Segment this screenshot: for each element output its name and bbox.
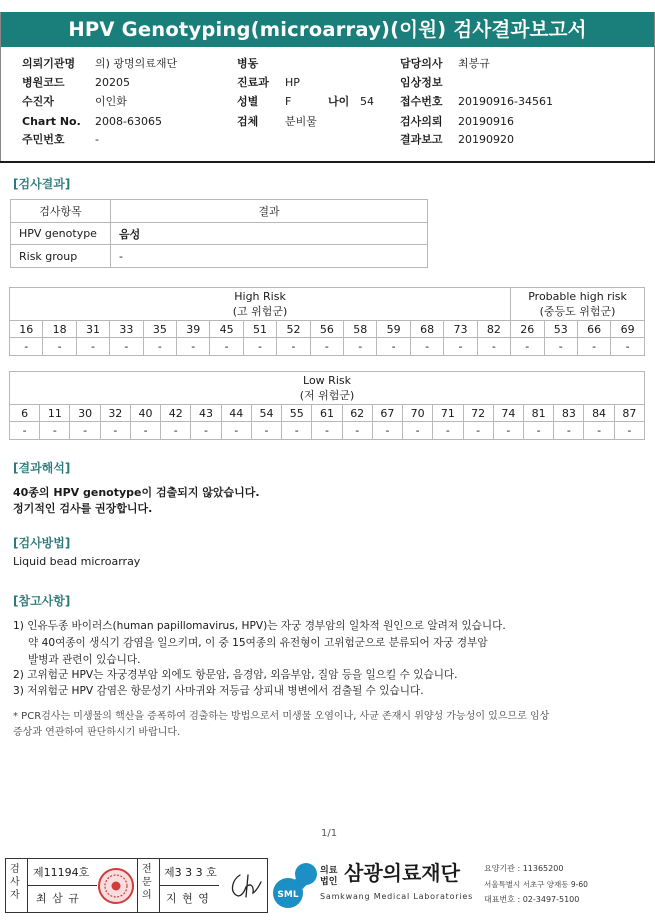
- examiner-name: 최 삼 규: [36, 892, 80, 905]
- result-cell: -: [210, 338, 243, 356]
- low-risk-sublabel: (저 위험군): [299, 389, 355, 402]
- specialist-license: 제3 3 3 호: [164, 866, 217, 879]
- result-cell: -: [372, 422, 402, 440]
- type-cell: 82: [477, 321, 510, 338]
- probable-risk-label: Probable high risk: [528, 290, 627, 303]
- result-cell: -: [310, 338, 343, 356]
- type-cell: 74: [493, 405, 523, 422]
- disclaimer-line: * PCR검사는 미생물의 핵산을 증폭하여 검출하는 방법으로서 미생물 오염이나, 사균 존재시 위양성 가능성이 있으므로 임상: [13, 711, 550, 722]
- disclaimer-line: 증상과 연관하여 판단하시기 바랍니다.: [13, 727, 181, 738]
- specialist-signature: [226, 871, 264, 901]
- receipt-label: 접수번호: [400, 95, 443, 108]
- result-cell: -: [344, 338, 377, 356]
- type-cell: 54: [251, 405, 281, 422]
- type-cell: 83: [554, 405, 584, 422]
- result-cell: -: [130, 422, 160, 440]
- result-cell: -: [477, 338, 510, 356]
- result-cell: -: [43, 338, 76, 356]
- report-title: HPV Genotyping(microarray)(이원) 검사결과보고서: [0, 12, 655, 47]
- result-cell: -: [110, 338, 143, 356]
- row-item: Risk group: [11, 245, 111, 268]
- high-risk-result-row: [10, 338, 645, 356]
- type-cell: 56: [310, 321, 343, 338]
- result-cell: -: [463, 422, 493, 440]
- org-name: 삼광의료재단: [344, 861, 460, 885]
- resident-value: -: [95, 133, 99, 146]
- result-cell: -: [544, 338, 577, 356]
- type-cell: 43: [191, 405, 221, 422]
- specimen-label: 검체: [237, 115, 259, 128]
- result-cell: -: [433, 422, 463, 440]
- section-title-result: [검사결과]: [13, 177, 71, 191]
- specialist-name: 지 현 영: [166, 892, 210, 905]
- result-cell: -: [40, 422, 70, 440]
- type-cell: 72: [463, 405, 493, 422]
- table-row: [11, 245, 428, 268]
- result-cell: -: [611, 338, 645, 356]
- type-cell: 55: [282, 405, 312, 422]
- section-title-method: [검사방법]: [13, 536, 71, 550]
- result-cell: -: [584, 422, 614, 440]
- low-risk-table: [9, 371, 645, 440]
- interpretation-line: 정기적인 검사를 권장합니다.: [13, 502, 153, 515]
- result-cell: -: [342, 422, 372, 440]
- table-header-result: 결과: [111, 200, 428, 223]
- probable-risk-sublabel: (중등도 위험군): [539, 305, 616, 318]
- type-cell: 69: [611, 321, 645, 338]
- type-cell: 58: [344, 321, 377, 338]
- result-cell: -: [403, 422, 433, 440]
- result-cell: -: [282, 422, 312, 440]
- hospital-code-label: 병원코드: [22, 76, 65, 89]
- type-cell: 66: [577, 321, 610, 338]
- note-line: 2) 고위험군 HPV는 자궁경부암 외에도 항문암, 음경암, 외음부암, 질암 등을 일으킬 수 있습니다.: [13, 669, 458, 681]
- result-cell: -: [221, 422, 251, 440]
- result-cell: -: [577, 338, 610, 356]
- institution-code: 요양기관 : 11365200: [484, 864, 564, 873]
- type-cell: 31: [76, 321, 109, 338]
- result-cell: -: [444, 338, 477, 356]
- dept-label: 진료과: [237, 76, 269, 89]
- result-cell: -: [70, 422, 100, 440]
- row-result: -: [111, 245, 428, 268]
- footer: [0, 855, 655, 915]
- result-cell: -: [76, 338, 109, 356]
- result-table: [10, 199, 428, 268]
- specimen-value: 분비물: [285, 115, 317, 128]
- high-risk-sublabel: (고 위험군): [232, 305, 288, 318]
- result-cell: -: [554, 422, 584, 440]
- resident-label: 주민번호: [22, 133, 65, 146]
- type-cell: 62: [342, 405, 372, 422]
- note-line: 1) 인유두종 바이러스(human papillomavirus, HPV)는 자궁 경부암의 일차적 원인으로 알려져 있습니다.: [13, 620, 506, 632]
- request-value: 20190916: [458, 115, 514, 128]
- result-cell: -: [143, 338, 176, 356]
- request-label: 검사의뢰: [400, 115, 443, 128]
- examiner-label: 검사자: [10, 864, 20, 901]
- result-cell: -: [243, 338, 276, 356]
- clinical-label: 임상정보: [400, 76, 443, 89]
- hospital-code-value: 20205: [95, 76, 130, 89]
- patient-label: 수진자: [22, 95, 54, 108]
- sex-label: 성별: [237, 95, 259, 108]
- result-cell: -: [493, 422, 523, 440]
- type-cell: 53: [544, 321, 577, 338]
- result-cell: -: [10, 422, 40, 440]
- table-header-row: [11, 200, 428, 223]
- note-line: 약 40여종이 생식기 감염을 일으키며, 이 중 15여종의 유전형이 고위험군으로 분류되어 자궁 경부암: [28, 637, 488, 649]
- receipt-value: 20190916-34561: [458, 95, 553, 108]
- chart-value: 2008-63065: [95, 115, 162, 128]
- low-risk-type-row: [10, 405, 645, 422]
- type-cell: 26: [511, 321, 544, 338]
- dept-value: HP: [285, 76, 300, 89]
- type-cell: 87: [614, 405, 644, 422]
- doctor-value: 최봉규: [458, 57, 490, 70]
- method-text: Liquid bead microarray: [13, 555, 141, 568]
- result-cell: -: [100, 422, 130, 440]
- interpretation-line: 40종의 HPV genotype이 검출되지 않았습니다.: [13, 486, 260, 499]
- sml-logo-icon: [270, 860, 320, 912]
- institution-label: 의뢰기관명: [22, 57, 76, 70]
- high-risk-table: [9, 287, 645, 356]
- type-cell: 40: [130, 405, 160, 422]
- age-value: 54: [360, 95, 374, 108]
- chart-label: Chart No.: [22, 115, 81, 128]
- high-risk-header: [10, 288, 511, 321]
- phone: 대표번호 : 02-3497-5100: [484, 895, 580, 904]
- high-risk-label: High Risk: [234, 290, 286, 303]
- type-cell: 32: [100, 405, 130, 422]
- type-cell: 81: [523, 405, 553, 422]
- type-cell: 59: [377, 321, 410, 338]
- result-cell: -: [523, 422, 553, 440]
- report-value: 20190920: [458, 133, 514, 146]
- type-cell: 52: [277, 321, 310, 338]
- institution-value: 의) 광명의료재단: [95, 57, 178, 70]
- low-risk-label: Low Risk: [303, 374, 351, 387]
- type-cell: 51: [243, 321, 276, 338]
- type-cell: 35: [143, 321, 176, 338]
- row-item: HPV genotype: [11, 222, 111, 245]
- type-cell: 61: [312, 405, 342, 422]
- type-cell: 71: [433, 405, 463, 422]
- type-cell: 73: [444, 321, 477, 338]
- result-cell: -: [191, 422, 221, 440]
- doctor-label: 담당의사: [400, 57, 443, 70]
- type-cell: 6: [10, 405, 40, 422]
- patient-value: 이인화: [95, 95, 127, 108]
- result-cell: -: [161, 422, 191, 440]
- low-risk-header: [10, 372, 645, 405]
- type-cell: 84: [584, 405, 614, 422]
- result-cell: -: [377, 338, 410, 356]
- ward-label: 병동: [237, 57, 259, 70]
- address: 서울특별시 서초구 양재동 9-60: [484, 880, 588, 889]
- table-row: [11, 222, 428, 245]
- result-cell: -: [251, 422, 281, 440]
- result-cell: -: [312, 422, 342, 440]
- examiner-seal: [96, 865, 136, 907]
- examiner-license: 제11194호: [33, 866, 90, 879]
- result-cell: -: [511, 338, 544, 356]
- section-title-interpretation: [결과해석]: [13, 461, 71, 475]
- high-risk-type-row: [10, 321, 645, 338]
- type-cell: 45: [210, 321, 243, 338]
- frame-divider: [0, 161, 655, 163]
- low-risk-result-row: [10, 422, 645, 440]
- type-cell: 70: [403, 405, 433, 422]
- page-number: 1/1: [321, 828, 338, 839]
- type-cell: 39: [177, 321, 210, 338]
- report-label: 결과보고: [400, 133, 443, 146]
- result-cell: -: [614, 422, 644, 440]
- org-prefix: 의료 법인: [320, 866, 338, 887]
- type-cell: 11: [40, 405, 70, 422]
- section-title-notes: [참고사항]: [13, 594, 71, 608]
- result-cell: -: [177, 338, 210, 356]
- specialist-label: 전문의: [142, 864, 152, 901]
- table-header-item: 검사항목: [11, 200, 111, 223]
- signature-box: [5, 858, 268, 913]
- probable-risk-header: [511, 288, 645, 321]
- note-line: 3) 저위험군 HPV 감염은 항문성기 사마귀와 저등급 상피내 병변에서 검출될 수 있습니다.: [13, 685, 424, 697]
- result-cell: -: [277, 338, 310, 356]
- result-cell: -: [410, 338, 443, 356]
- type-cell: 42: [161, 405, 191, 422]
- type-cell: 18: [43, 321, 76, 338]
- result-cell: -: [10, 338, 43, 356]
- type-cell: 16: [10, 321, 43, 338]
- age-label: 나이: [328, 95, 350, 108]
- patient-info-block: [0, 56, 655, 156]
- org-english-name: Samkwang Medical Laboratories: [320, 892, 474, 901]
- row-result: 음성: [111, 222, 428, 245]
- type-cell: 68: [410, 321, 443, 338]
- note-line: 발병과 관련이 있습니다.: [28, 654, 141, 666]
- sex-value: F: [285, 95, 292, 108]
- type-cell: 33: [110, 321, 143, 338]
- svg-text:SML: SML: [277, 890, 299, 900]
- type-cell: 67: [372, 405, 402, 422]
- type-cell: 30: [70, 405, 100, 422]
- type-cell: 44: [221, 405, 251, 422]
